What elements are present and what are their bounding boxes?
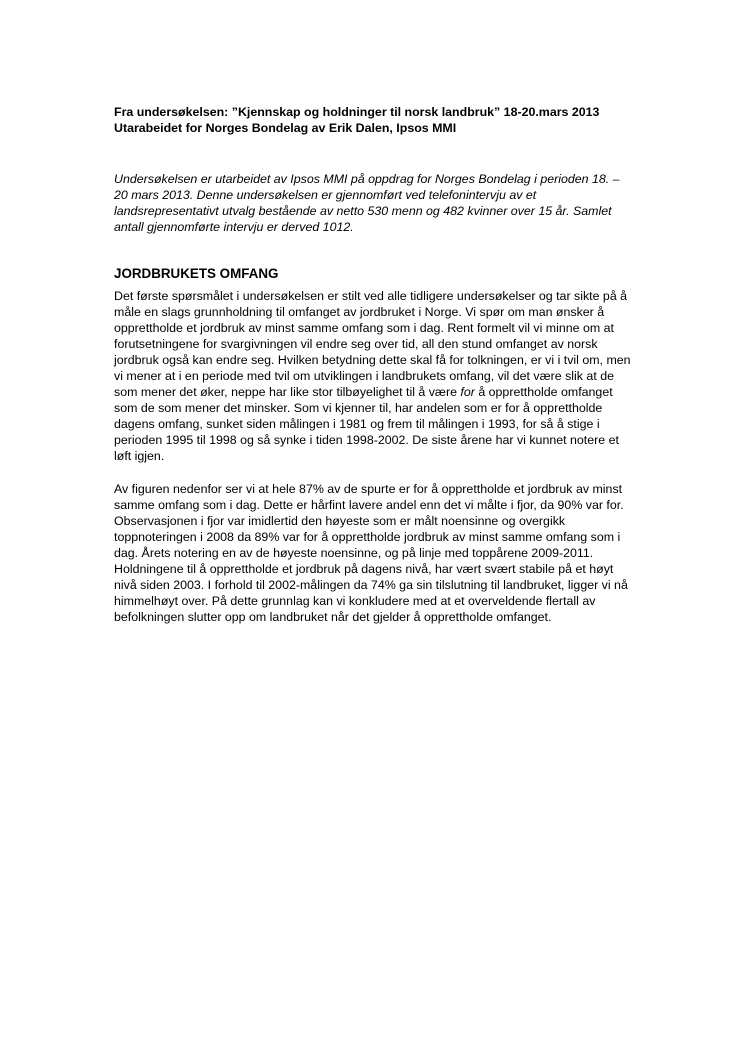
body-paragraph-2 [114,481,638,625]
paragraph-line: Av figuren nedenfor ser vi at hele 87% av de spurte er for å opprettholde et jordbruk av minst [114,482,623,496]
paragraph-text: som mener det øker, neppe har like stor tilbøyelighet til å være [114,385,461,399]
paragraph-line: forutsetningene for svargivningen vil endre seg over tid, all den stund omfanget av norsk [114,337,598,351]
paragraph-line: opprettholde et jordbruk av minst samme omfang som i dag. Rent formelt vil vi minne om at [114,321,614,335]
header-subtitle: Utarabeidet for Norges Bondelag av Erik Dalen, Ipsos MMI [114,121,457,135]
paragraph-line: toppnoteringen i 2008 da 89% var for å opprettholde jordbruk av minst samme omfang som i [114,530,621,544]
document-header [114,104,638,136]
paragraph-line: jordbruk også kan endre seg. Hvilken betydning dette skal få for tolkningen, er vi i tvil om, men [114,353,631,367]
body-paragraph-1 [114,288,638,464]
intro-paragraph [114,171,638,235]
paragraph-line: perioden 1995 til 1998 og så synke i tiden 1998-2002. De siste årene har vi kunnet notere et [114,433,619,447]
paragraph-line: dagens omfang, sunket siden målingen i 1981 og frem til målingen i 1993, for så å stige i [114,417,600,431]
section-heading: JORDBRUKETS OMFANG [114,266,279,281]
paragraph-line: vi mener at i en periode med tvil om utviklingen i landbrukets omfang, vil det være slik at de [114,369,614,383]
paragraph-line [114,384,638,400]
paragraph-line: Det første spørsmålet i undersøkelsen er stilt ved alle tidligere undersøkelser og tar sikte på å [114,289,628,303]
paragraph-line: dag. Årets notering en av de høyeste noensinne, og på linje med toppårene 2009-2011. [114,546,594,560]
paragraph-line: nivå siden 2003. I forhold til 2002-målingen da 74% ga sin tilslutning til landbruket, ligger vi nå [114,578,628,592]
paragraph-line: løft igjen. [114,449,165,463]
paragraph-line: himmelhøyt over. På dette grunnlag kan vi konkludere med at et overveldende flertall av [114,594,596,608]
document-page [114,104,638,625]
paragraph-line: som de som mener det minsker. Som vi kjenner til, har andelen som er for å opprettholde [114,401,603,415]
emphasis-text: for [460,385,475,399]
intro-line: Undersøkelsen er utarbeidet av Ipsos MMI på oppdrag for Norges Bondelag i perioden 18. – [114,172,620,186]
paragraph-line: Observasjonen i fjor var imidlertid den høyeste som er målt noensinne og overgikk [114,514,566,528]
paragraph-line: samme omfang som i dag. Dette er hårfint lavere andel enn det vi målte i fjor, da 90% var for. [114,498,624,512]
paragraph-line: måle en slags grunnholdning til omfanget av jordbruket i Norge. Vi spør om man ønsker å [114,305,605,319]
paragraph-text: å opprettholde omfanget [474,385,613,399]
header-title: Fra undersøkelsen: ”Kjennskap og holdninger til norsk landbruk” 18-20.mars 2013 [114,105,600,119]
paragraph-line: Holdningene til å opprettholde et jordbruk på dagens nivå, har vært svært stabile på et høyt [114,562,614,576]
intro-line: landsrepresentativt utvalg bestående av netto 530 menn og 482 kvinner over 15 år. Samlet [114,204,612,218]
intro-line: antall gjennomførte intervju er derved 1012. [114,220,354,234]
paragraph-line: befolkningen slutter opp om landbruket når det gjelder å opprettholde omfanget. [114,610,552,624]
intro-line: 20 mars 2013. Denne undersøkelsen er gjennomført ved telefonintervju av et [114,188,537,202]
